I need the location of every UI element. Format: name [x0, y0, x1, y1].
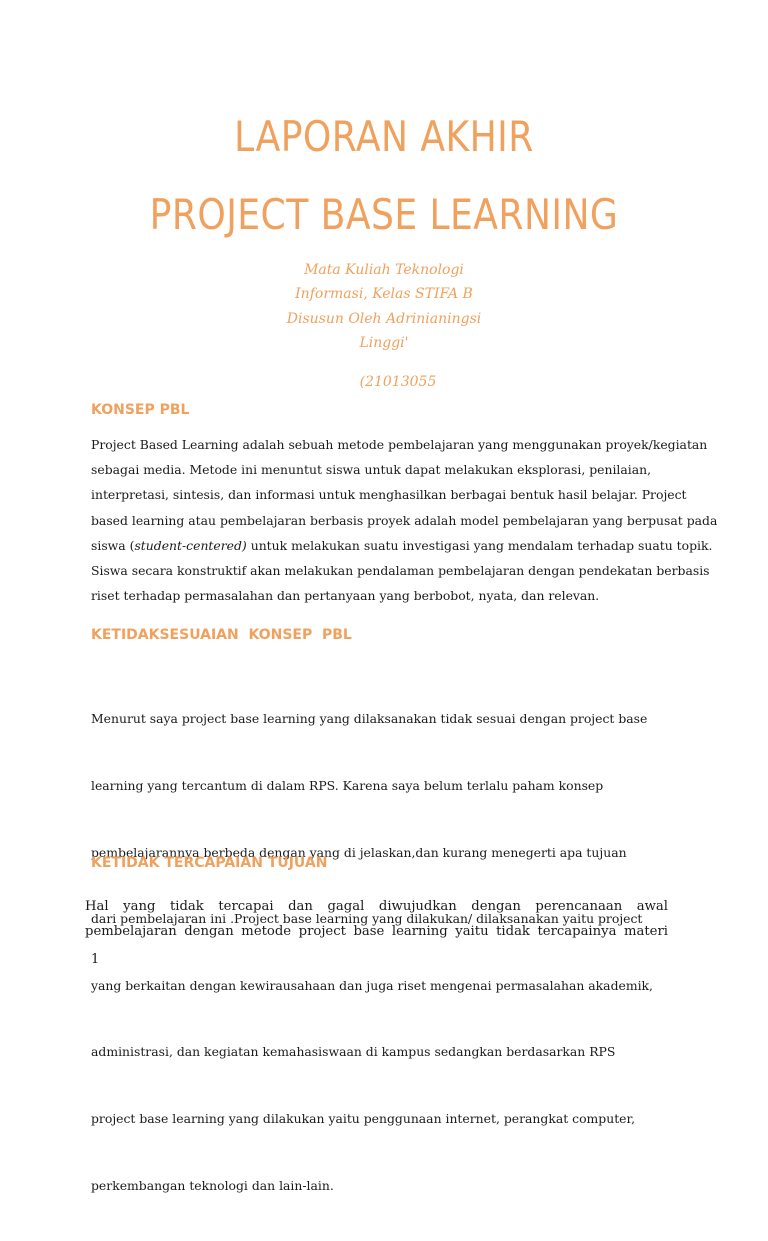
subtitle-course: Mata Kuliah Teknologi [304, 262, 464, 278]
paragraph-line: interpretasi, sintesis, dan informasi untuk menghasilkan berbagai bentuk hasil belajar. Project [91, 487, 687, 503]
paragraph-line: Project Based Learning adalah sebuah metode pembelajaran yang menggunakan proyek/kegiatan [91, 437, 708, 452]
paragraph-line: pembelajarannya berbeda dengan yang di jelaskan,dan kurang menegerti apa tujuan [91, 844, 627, 860]
section-body-konsep [91, 432, 718, 608]
paragraph-line: project base learning yang dilakukan yaitu penggunaan internet, perangkat computer, [91, 1111, 636, 1127]
paragraph-line: perkembangan teknologi dan lain-lain. [91, 1177, 334, 1193]
report-title-line-2: PROJECT BASE LEARNING [149, 190, 619, 239]
paragraph-line-with-italic [91, 533, 713, 558]
subtitle-class: Informasi, Kelas STIFA B [295, 286, 473, 302]
section-heading-ketidaksesuaian: KETIDAKSESUAIAN KONSEP PBL [91, 627, 352, 643]
section-body-ketidak-tercapaian [85, 894, 668, 944]
text-segment: siswa ( [91, 537, 135, 553]
subtitle-student-id: (21013055 [359, 374, 437, 390]
report-title-line-1: LAPORAN AKHIR [234, 112, 534, 161]
paragraph-line: learning yang tercantum di dalam RPS. Karena saya belum terlalu paham konsep [91, 778, 604, 794]
paragraph-line: Hal yang tidak tercapai dan gagal diwujudkan dengan perencanaan awal [85, 899, 668, 914]
paragraph-line: Menurut saya project base learning yang dilaksanakan tidak sesuai dengan project base [91, 711, 648, 727]
paragraph-line: yang berkaitan dengan kewirausahaan dan juga riset mengenai permasalahan akademik, [91, 977, 653, 993]
paragraph-line: pembelajaran dengan metode project base learning yaitu tidak tercapainya materi [85, 924, 668, 939]
paragraph-line: riset terhadap permasalahan dan pertanyaan yang berbobot, nyata, dan relevan. [91, 588, 600, 604]
section-heading-ketidak-tercapaian: KETIDAK TERCAPAIAN TUJUAN [91, 855, 328, 871]
paragraph-line: dari pembelajaran ini .Project base learning yang dilakukan/ dilaksanakan yaitu project [91, 911, 643, 927]
page-number: 1 [91, 952, 100, 967]
paragraph-line: Siswa secara konstruktif akan melakukan pendalaman pembelajaran dengan pendekatan berbasis [91, 563, 710, 579]
section-heading-konsep: KONSEP PBL [91, 402, 190, 418]
subtitle-author-surname: Linggi' [359, 335, 409, 351]
subtitle-author: Disusun Oleh Adrinianingsi [286, 311, 482, 327]
paragraph-line: sebagai media. Metode ini menuntut siswa untuk dapat melakukan eksplorasi, penilaian, [91, 462, 652, 478]
paragraph-line: administrasi, dan kegiatan kemahasiswaan di kampus sedangkan berdasarkan RPS [91, 1044, 616, 1060]
text-segment: untuk melakukan suatu investigasi yang mendalam terhadap suatu topik. [246, 537, 713, 553]
section-body-ketidaksesuaian [91, 664, 681, 1241]
italic-term: student-centered) [134, 537, 247, 553]
paragraph-line: based learning atau pembelajaran berbasis proyek adalah model pembelajaran yang berpusat pada [91, 512, 718, 528]
